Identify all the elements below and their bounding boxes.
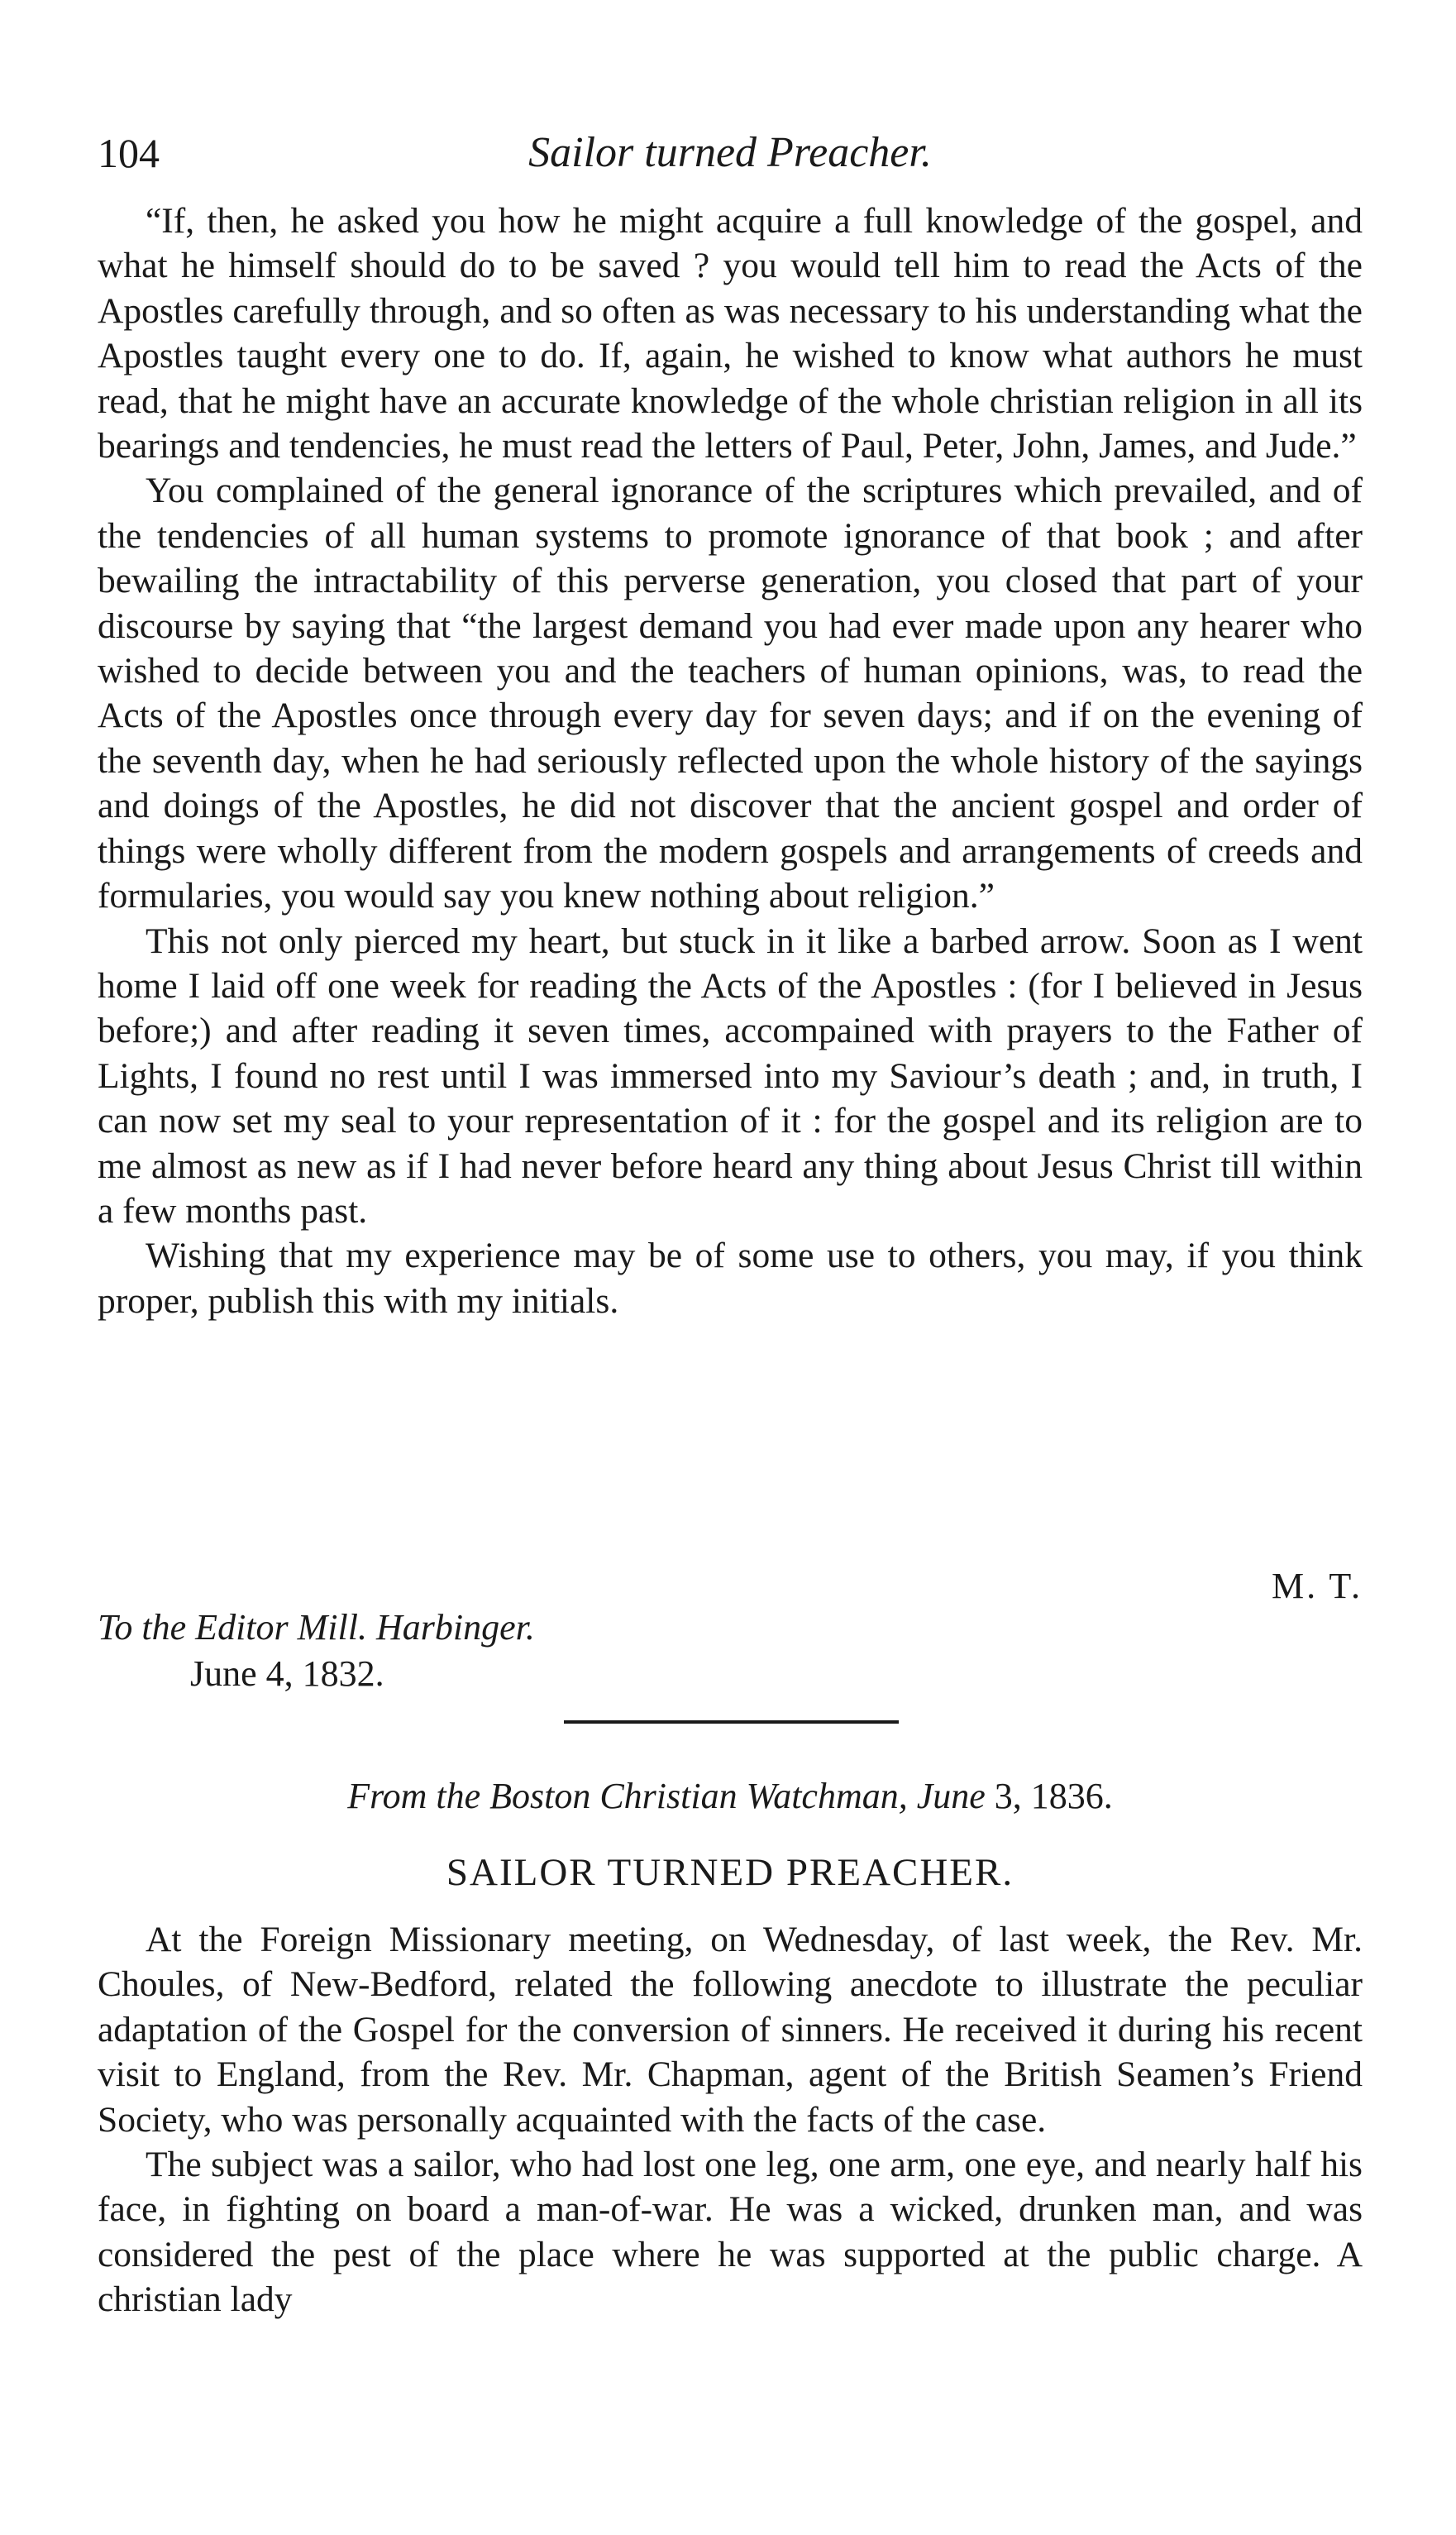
letter-paragraph: This not only pierced my heart, but stuck in it like a barbed arrow. Soon as I went home I laid off one week for reading the Acts of the Apostles : (for I believed in Jesus before;) and after reading it seven times, accompained with prayers to the Father of Lights, I found no rest until I was immersed into my Saviour’s death ; and, in truth, I can now set my seal to your representation of it : for the gospel and its religion are to me almost as new as if I had never before heard any thing about Jesus Christ till within a few months past.: [98, 921, 1363, 1231]
letter-date: June 4, 1832.: [190, 1653, 384, 1694]
letter-addressee: To the Editor Mill. Harbinger.: [98, 1607, 535, 1648]
article-paragraph: The subject was a sailor, who had lost one leg, one arm, one eye, and nearly half his face, in fighting on board a man-of-war. He was a wicked, drunken man, and was considered the pest of the place where he was supported at the public charge. A christian lady: [98, 2145, 1363, 2320]
source-citation-text: From the Boston Christian Watchman, June: [347, 1776, 986, 1816]
running-title: Sailor turned Preacher.: [528, 129, 932, 176]
article-body: [98, 1917, 1363, 2322]
letter-paragraph: Wishing that my experience may be of some use to others, you may, if you think proper, publish this with my initials.: [98, 1236, 1363, 1321]
page-header: [98, 124, 1363, 182]
article-title: SAILOR TURNED PREACHER.: [446, 1851, 1014, 1894]
letter-addressee-block: [98, 1605, 842, 1697]
letter-body: [98, 198, 1363, 1323]
source-citation: [98, 1772, 1363, 1821]
section-divider: [564, 1720, 899, 1724]
letter-paragraph: You complained of the general ignorance of the scriptures which prevailed, and of the tendencies of all human systems to promote ignorance of that book ; and after bewailing the intractability of this perverse generation, you closed that part of your discourse by saying that “the largest demand you had ever made upon any hearer who wished to decide between you and the teachers of human opinions, was, to read the Acts of the Apostles once through every day for seven days; and if on the evening of the seventh day, when he had seriously reflected upon the whole history of the sayings and doings of the Apostles, he did not discover that the ancient gospel and order of things were wholly different from the modern gospels and arrangements of creeds and formularies, you would say you knew nothing about religion.”: [98, 471, 1363, 916]
letter-signature: M. T.: [1272, 1566, 1363, 1606]
source-citation-date: 3, 1836.: [994, 1776, 1113, 1816]
article-paragraph: At the Foreign Missionary meeting, on Wednesday, of last week, the Rev. Mr. Choules, of New-Bedford, related the following anecdote to illustrate the peculiar adaptation of the Gospel for the conversion of sinners. He received it during his recent visit to England, from the Rev. Mr. Chapman, agent of the British Seamen’s Friend Society, who was personally acquainted with the facts of the case.: [98, 1920, 1363, 2140]
letter-paragraph: “If, then, he asked you how he might acquire a full knowledge of the gospel, and what he himself should do to be saved ? you would tell him to read the Acts of the Apostles carefully through, and so often as was necessary to his understanding what the Apostles taught every one to do. If, again, he wished to know what authors he must read, that he might have an accurate knowledge of the whole christian religion in all its bearings and tendencies, he must read the letters of Paul, Peter, John, James, and Jude.”: [98, 201, 1363, 466]
page-number: 104: [98, 130, 160, 176]
